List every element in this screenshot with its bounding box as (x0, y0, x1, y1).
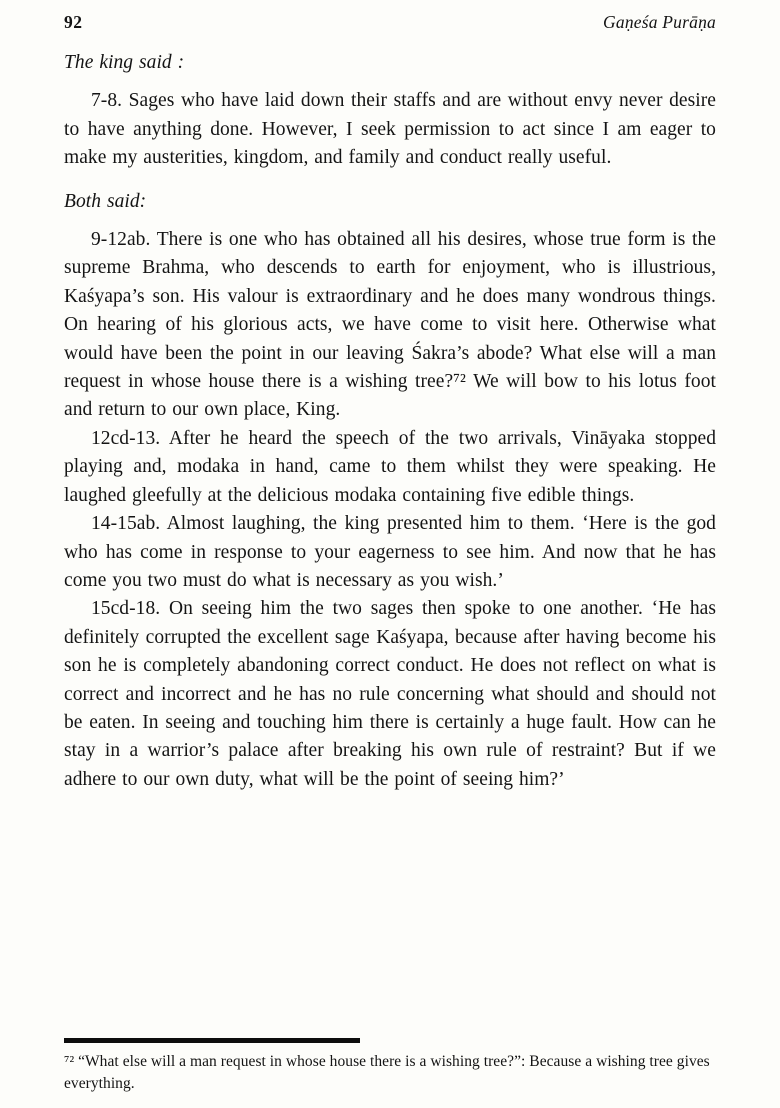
footnote-text: ⁷² “What else will a man request in whose house there is a wishing tree?”: Because a wishing tree gives everything. (64, 1053, 710, 1092)
page-number: 92 (64, 12, 83, 32)
speaker-heading-king: The king said : (64, 52, 185, 73)
footnote-area (64, 1032, 716, 1094)
body-text (64, 47, 716, 794)
running-header (64, 12, 716, 33)
speaker-heading-both: Both said: (64, 190, 147, 212)
footnote-rule (64, 1038, 360, 1043)
running-title: Gaṇeśa Purāṇa (603, 12, 716, 32)
paragraph-9-12ab: 9-12ab. There is one who has obtained all his desires, whose true form is the supreme Brahma, who descends to earth for enjoyment, who is illustrious, Kaśyapa’s son. His valour is extraordinary and he does many wondrous things. On hearing of his glorious acts, we have come to visit here. Otherwise what would have been the point in our leaving Śakra’s abode? What else will a man request in whose house there is a wishing tree?⁷² We will bow to his lotus foot and return to our own place, King. (64, 229, 716, 421)
paragraph-7-8: 7-8. Sages who have laid down their staffs and are without envy never desire to have anything done. However, I seek permission to act since I am eager to make my austerities, kingdom, and family and conduct really useful. (64, 90, 716, 169)
paragraph-12cd-13: 12cd-13. After he heard the speech of the two arrivals, Vināyaka stopped playing and, modaka in hand, came to them whilst they were speaking. He laughed gleefully at the delicious modaka containing five edible things. (64, 427, 716, 506)
paragraph-14-15ab: 14-15ab. Almost laughing, the king presented him to them. ‘Here is the god who has come in response to your eagerness to see him. And now that he has come you two must do what is necessary as you wish.’ (64, 513, 716, 591)
paragraph-15cd-18: 15cd-18. On seeing him the two sages then spoke to one another. ‘He has definitely corrupted the excellent sage Kaśyapa, because after having become his son he is completely abandoning correct conduct. He does not reflect on what is correct and incorrect and he has no rule concerning what should and should not be eaten. In seeing and touching him there is certainly a huge fault. How can he stay in a warrior’s palace after breaking his own rule of restraint? But if we adhere to our own duty, what will be the point of seeing him?’ (64, 598, 716, 790)
